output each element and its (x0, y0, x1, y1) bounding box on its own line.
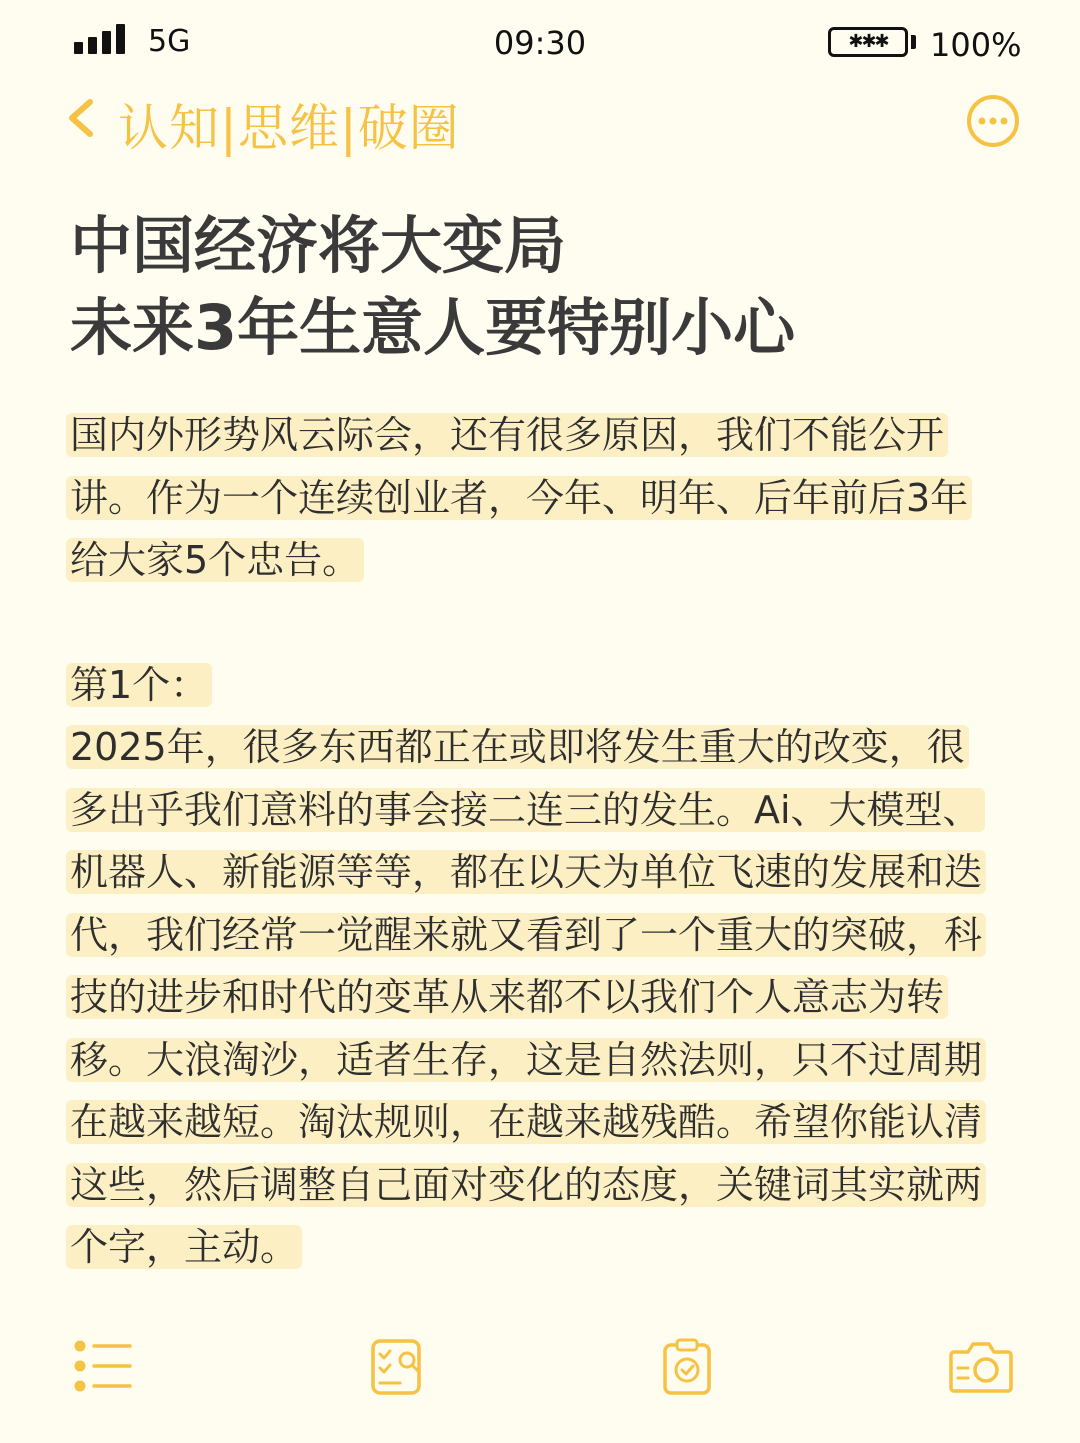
list-icon[interactable] (72, 1338, 134, 1398)
note-body[interactable] (66, 404, 996, 1279)
section-paragraph (66, 716, 996, 1279)
battery-tip (911, 35, 916, 49)
paragraph-gap (66, 592, 996, 654)
battery-icon: ✱✱✱ (828, 27, 908, 57)
section-label: 第1个： (66, 663, 212, 707)
status-time: 09:30 (493, 24, 587, 62)
intro-text: 国内外形势风云际会，还有很多原因，我们不能公开讲。作为一个连续创业者，今年、明年、后年前后3年给大家5个忠告。 (66, 413, 972, 582)
section-label-paragraph (66, 654, 996, 717)
camera-icon[interactable] (948, 1338, 1014, 1398)
status-bar (0, 0, 1080, 90)
notebook-title[interactable]: 认知|思维|破圈 (118, 99, 460, 157)
intro-paragraph (66, 404, 996, 592)
section-text: 2025年，很多东西都正在或即将发生重大的改变，很多出乎我们意料的事会接二连三的发生。Ai、大模型、机器人、新能源等等，都在以天为单位飞速的发展和迭代，我们经常一觉醒来就又看到了一个重大的突破，科技的进步和时代的变革从来都不以我们个人意志为转移。大浪淘沙，适者生存，这是自然法则，只不过周期在越来越短。淘汰规则，在越来越残酷。希望你能认清这些，然后调整自己面对变化的态度，关键词其实就两个字，主动。 (66, 725, 986, 1269)
note-headline (70, 205, 795, 369)
battery-percent: 100% (930, 26, 1022, 64)
headline-line-2: 未来3年生意人要特别小心 (70, 291, 796, 364)
network-type: 5G (148, 24, 191, 59)
more-circle-icon[interactable] (966, 94, 1020, 148)
checklist-icon[interactable] (370, 1338, 424, 1400)
chevron-left-icon[interactable] (62, 96, 102, 140)
headline-line-1: 中国经济将大变局 (70, 209, 567, 282)
clipboard-check-icon[interactable] (662, 1338, 712, 1400)
